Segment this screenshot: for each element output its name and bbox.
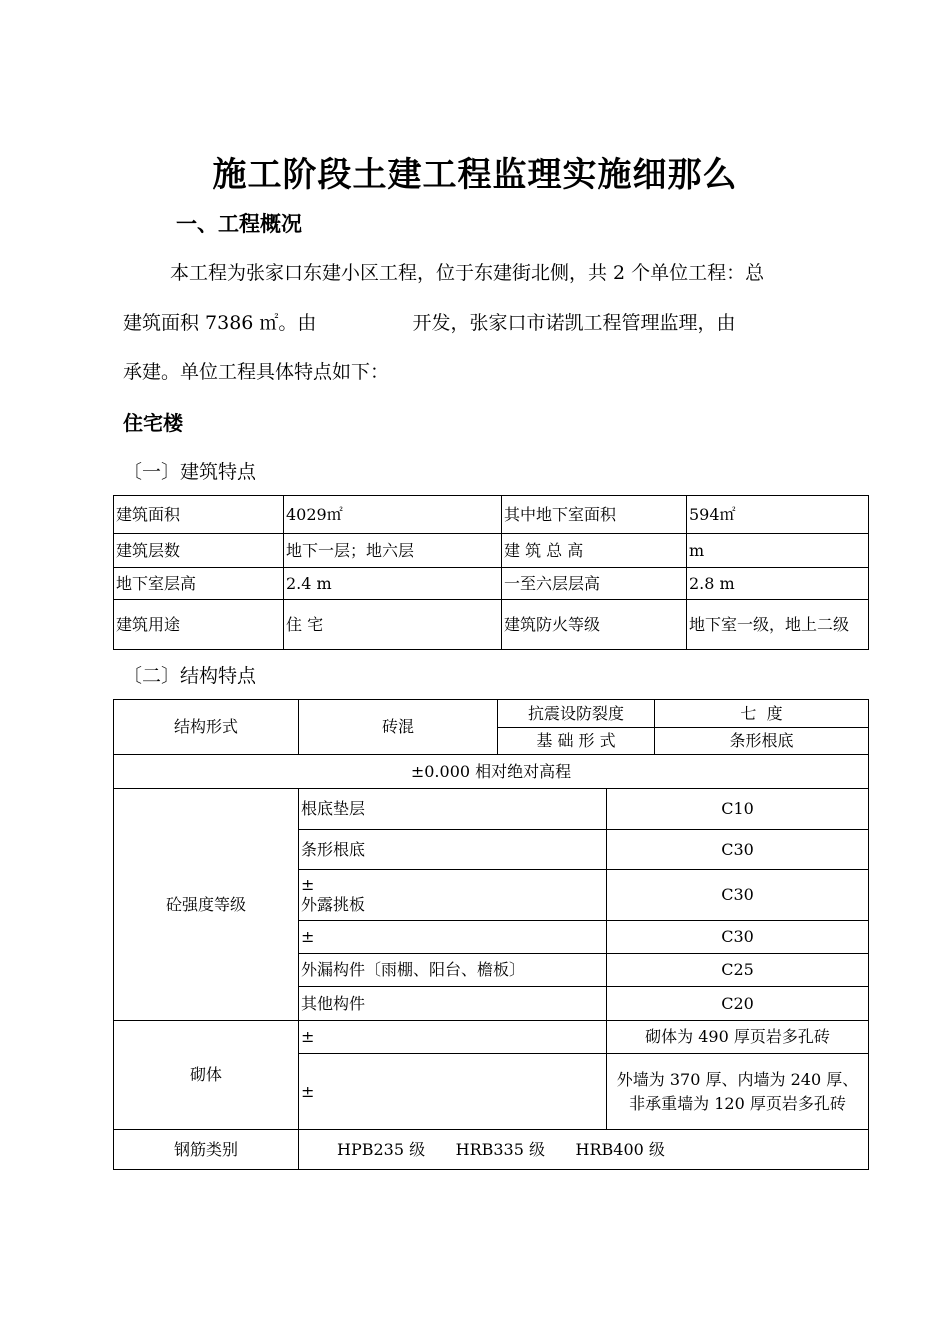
concrete-label: 砼强度等级 bbox=[114, 789, 299, 1021]
subheading-structure: 〔二〕结构特点 bbox=[123, 665, 257, 687]
concrete-part: 外漏构件〔雨棚、阳台、檐板〕 bbox=[299, 954, 607, 987]
concrete-part: 条形根底 bbox=[299, 830, 607, 870]
document-title: 施工阶段土建工程监理实施细那么 bbox=[212, 155, 738, 195]
cell-label: 建筑层数 bbox=[114, 534, 284, 568]
table-row bbox=[114, 568, 869, 600]
cell-label: 建筑用途 bbox=[114, 600, 284, 650]
cell-value: 2.8 m bbox=[687, 568, 869, 600]
architecture-table bbox=[113, 495, 869, 650]
seismic-value: 七 度 bbox=[655, 700, 869, 728]
subheading-architecture: 〔一〕建筑特点 bbox=[123, 461, 257, 483]
struct-form-value: 砖混 bbox=[299, 700, 498, 755]
table-row bbox=[114, 496, 869, 534]
concrete-grade: C30 bbox=[607, 921, 869, 954]
cell-value: 2.4 m bbox=[284, 568, 502, 600]
foundation-value: 条形根底 bbox=[655, 728, 869, 755]
cell-label: 建筑防火等级 bbox=[502, 600, 687, 650]
cell-value: 地下一层；地六层 bbox=[284, 534, 502, 568]
concrete-grade: C30 bbox=[607, 870, 869, 921]
rebar-label: 钢筋类别 bbox=[114, 1130, 299, 1170]
overview-paragraph-line-1: 本工程为张家口东建小区工程，位于东建街北侧，共 2 个单位工程：总 bbox=[170, 262, 765, 284]
cell-label: 其中地下室面积 bbox=[502, 496, 687, 534]
concrete-part: 根底垫层 bbox=[299, 789, 607, 830]
concrete-grade: C30 bbox=[607, 830, 869, 870]
cell-value: 594㎡ bbox=[687, 496, 869, 534]
masonry-desc: 砌体为 490 厚页岩多孔砖 bbox=[607, 1021, 869, 1054]
masonry-label: 砌体 bbox=[114, 1021, 299, 1130]
foundation-label: 基 础 形 式 bbox=[498, 728, 655, 755]
cell-value: 4029㎡ bbox=[284, 496, 502, 534]
concrete-grade: C25 bbox=[607, 954, 869, 987]
table-row bbox=[114, 1130, 869, 1170]
cell-label: 建 筑 总 高 bbox=[502, 534, 687, 568]
building-heading: 住宅楼 bbox=[123, 411, 183, 435]
overview-paragraph-line-2 bbox=[123, 310, 863, 336]
masonry-part: ± bbox=[299, 1021, 607, 1054]
concrete-part bbox=[299, 870, 607, 921]
concrete-part: 其他构件 bbox=[299, 987, 607, 1021]
structure-table bbox=[113, 699, 869, 1170]
concrete-grade: C20 bbox=[607, 987, 869, 1021]
masonry-part: ± bbox=[299, 1054, 607, 1130]
section-heading-overview: 一、工程概况 bbox=[176, 212, 302, 236]
table-row bbox=[114, 534, 869, 568]
cell-value: m bbox=[687, 534, 869, 568]
overview-paragraph-line-3: 承建。单位工程具体特点如下： bbox=[123, 361, 390, 383]
elevation-note: ±0.000 相对绝对高程 bbox=[114, 755, 869, 789]
cell-label: 一至六层层高 bbox=[502, 568, 687, 600]
masonry-desc: 外墙为 370 厚、内墙为 240 厚、非承重墙为 120 厚页岩多孔砖 bbox=[607, 1054, 869, 1130]
cell-value: 地下室一级，地上二级 bbox=[687, 600, 869, 650]
table-row bbox=[114, 1021, 869, 1054]
overview-text-a: 建筑面积 7386 ㎡。由 bbox=[123, 312, 317, 334]
concrete-part-line-1: ± bbox=[301, 875, 315, 894]
struct-form-label: 结构形式 bbox=[114, 700, 299, 755]
table-row bbox=[114, 789, 869, 830]
cell-value: 住 宅 bbox=[284, 600, 502, 650]
rebar-value: HPB235 级 HRB335 级 HRB400 级 bbox=[299, 1130, 869, 1170]
concrete-part: ± bbox=[299, 921, 607, 954]
concrete-part-line-2: 外露挑板 bbox=[301, 895, 366, 914]
table-row bbox=[114, 700, 869, 728]
cell-label: 地下室层高 bbox=[114, 568, 284, 600]
seismic-label: 抗震设防裂度 bbox=[498, 700, 655, 728]
table-row bbox=[114, 600, 869, 650]
table-row bbox=[114, 755, 869, 789]
cell-label: 建筑面积 bbox=[114, 496, 284, 534]
overview-text-b: 开发，张家口市诺凯工程管理监理，由 bbox=[412, 312, 736, 334]
concrete-grade: C10 bbox=[607, 789, 869, 830]
